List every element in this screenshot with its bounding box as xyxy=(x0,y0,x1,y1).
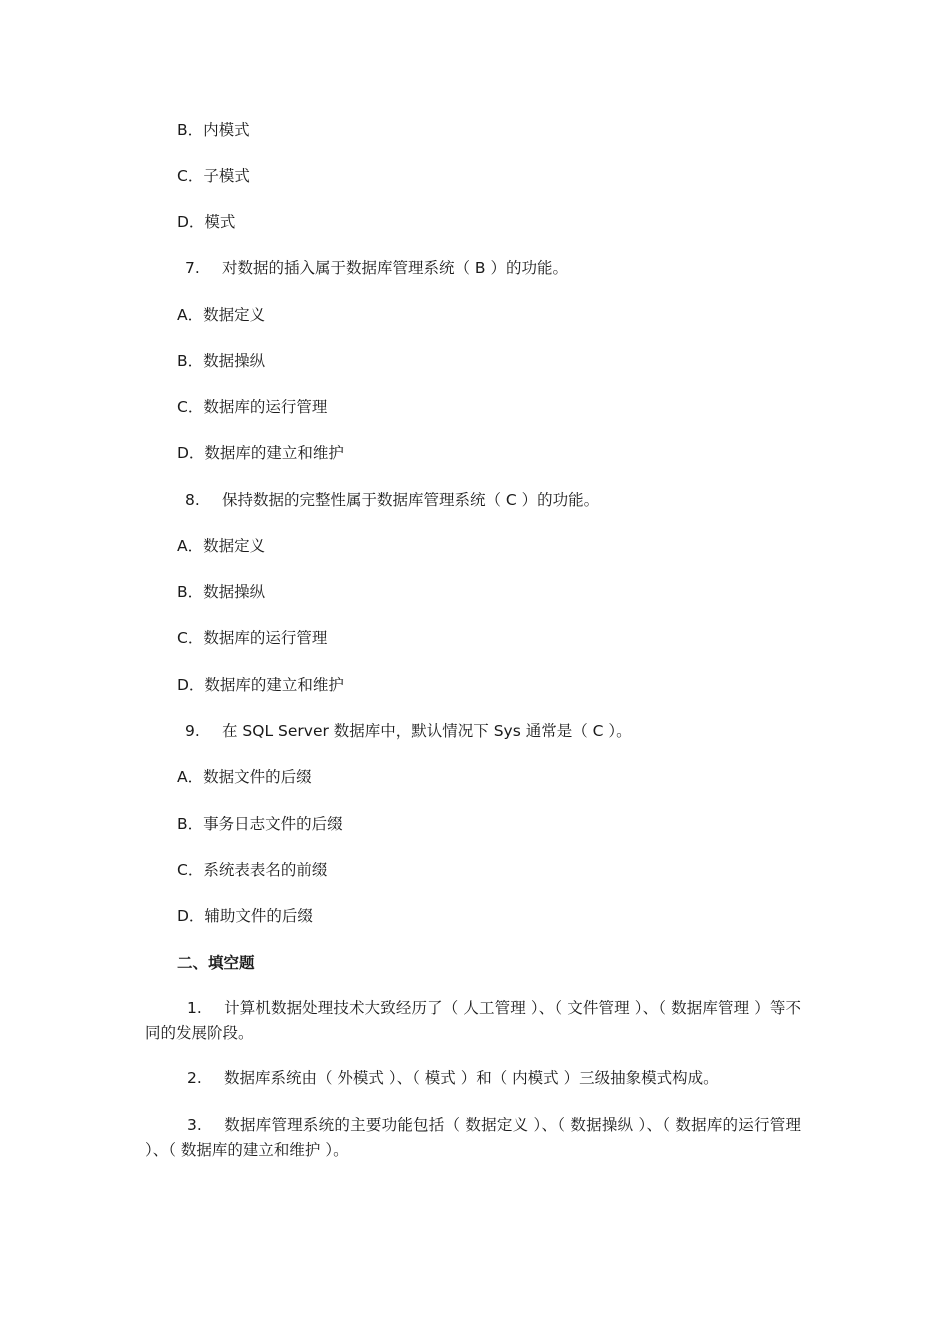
q8-option-d: D．数据库的建立和维护 xyxy=(177,676,344,694)
item-number: 2. xyxy=(187,1069,202,1087)
q9-option-b: B．事务日志文件的后缀 xyxy=(177,815,343,833)
question-text: 对数据的插入属于数据库管理系统（ B ）的功能。 xyxy=(222,259,568,277)
item-text: 数据库系统由（ 外模式 ）、（ 模式 ）和（ 内模式 ）三级抽象模式构成。 xyxy=(224,1069,719,1087)
fill-item-3 xyxy=(145,1113,801,1163)
q8-option-c: C．数据库的运行管理 xyxy=(177,629,328,647)
question-number: 9. xyxy=(185,722,200,740)
q6-option-d: D．模式 xyxy=(177,213,236,231)
q7-option-c: C．数据库的运行管理 xyxy=(177,398,328,416)
question-number: 8. xyxy=(185,491,200,509)
item-text: 数据库管理系统的主要功能包括（ 数据定义 ）、（ 数据操纵 ）、（ 数据库的运行管理 ）、（ 数据库的建立和维护 ）。 xyxy=(145,1116,801,1159)
q8-option-a: A．数据定义 xyxy=(177,537,266,555)
q7-option-b: B．数据操纵 xyxy=(177,352,266,370)
fill-item-2 xyxy=(145,1066,801,1091)
q9-option-a: A．数据文件的后缀 xyxy=(177,768,312,786)
question-number: 7. xyxy=(185,259,200,277)
item-number: 1. xyxy=(187,999,202,1017)
q6-option-c: C．子模式 xyxy=(177,167,250,185)
item-number: 3. xyxy=(187,1116,202,1134)
section-heading: 二、填空题 xyxy=(177,954,255,972)
question-text: 在 SQL Server 数据库中，默认情况下 Sys 通常是（ C ）。 xyxy=(222,722,632,740)
q8-option-b: B．数据操纵 xyxy=(177,583,266,601)
q7-option-d: D．数据库的建立和维护 xyxy=(177,444,344,462)
question-text: 保持数据的完整性属于数据库管理系统（ C ）的功能。 xyxy=(222,491,600,509)
item-text: 计算机数据处理技术大致经历了（ 人工管理 ）、（ 文件管理 ）、（ 数据库管理 ）等不同的发展阶段。 xyxy=(145,999,801,1042)
q6-option-b: B．内模式 xyxy=(177,121,250,139)
q9-option-c: C．系统表表名的前缀 xyxy=(177,861,328,879)
fill-item-1 xyxy=(145,996,801,1046)
q9-option-d: D．辅助文件的后缀 xyxy=(177,907,313,925)
q7-option-a: A．数据定义 xyxy=(177,306,266,324)
question-7 xyxy=(185,257,568,279)
question-8 xyxy=(185,489,599,511)
question-9 xyxy=(185,720,632,742)
